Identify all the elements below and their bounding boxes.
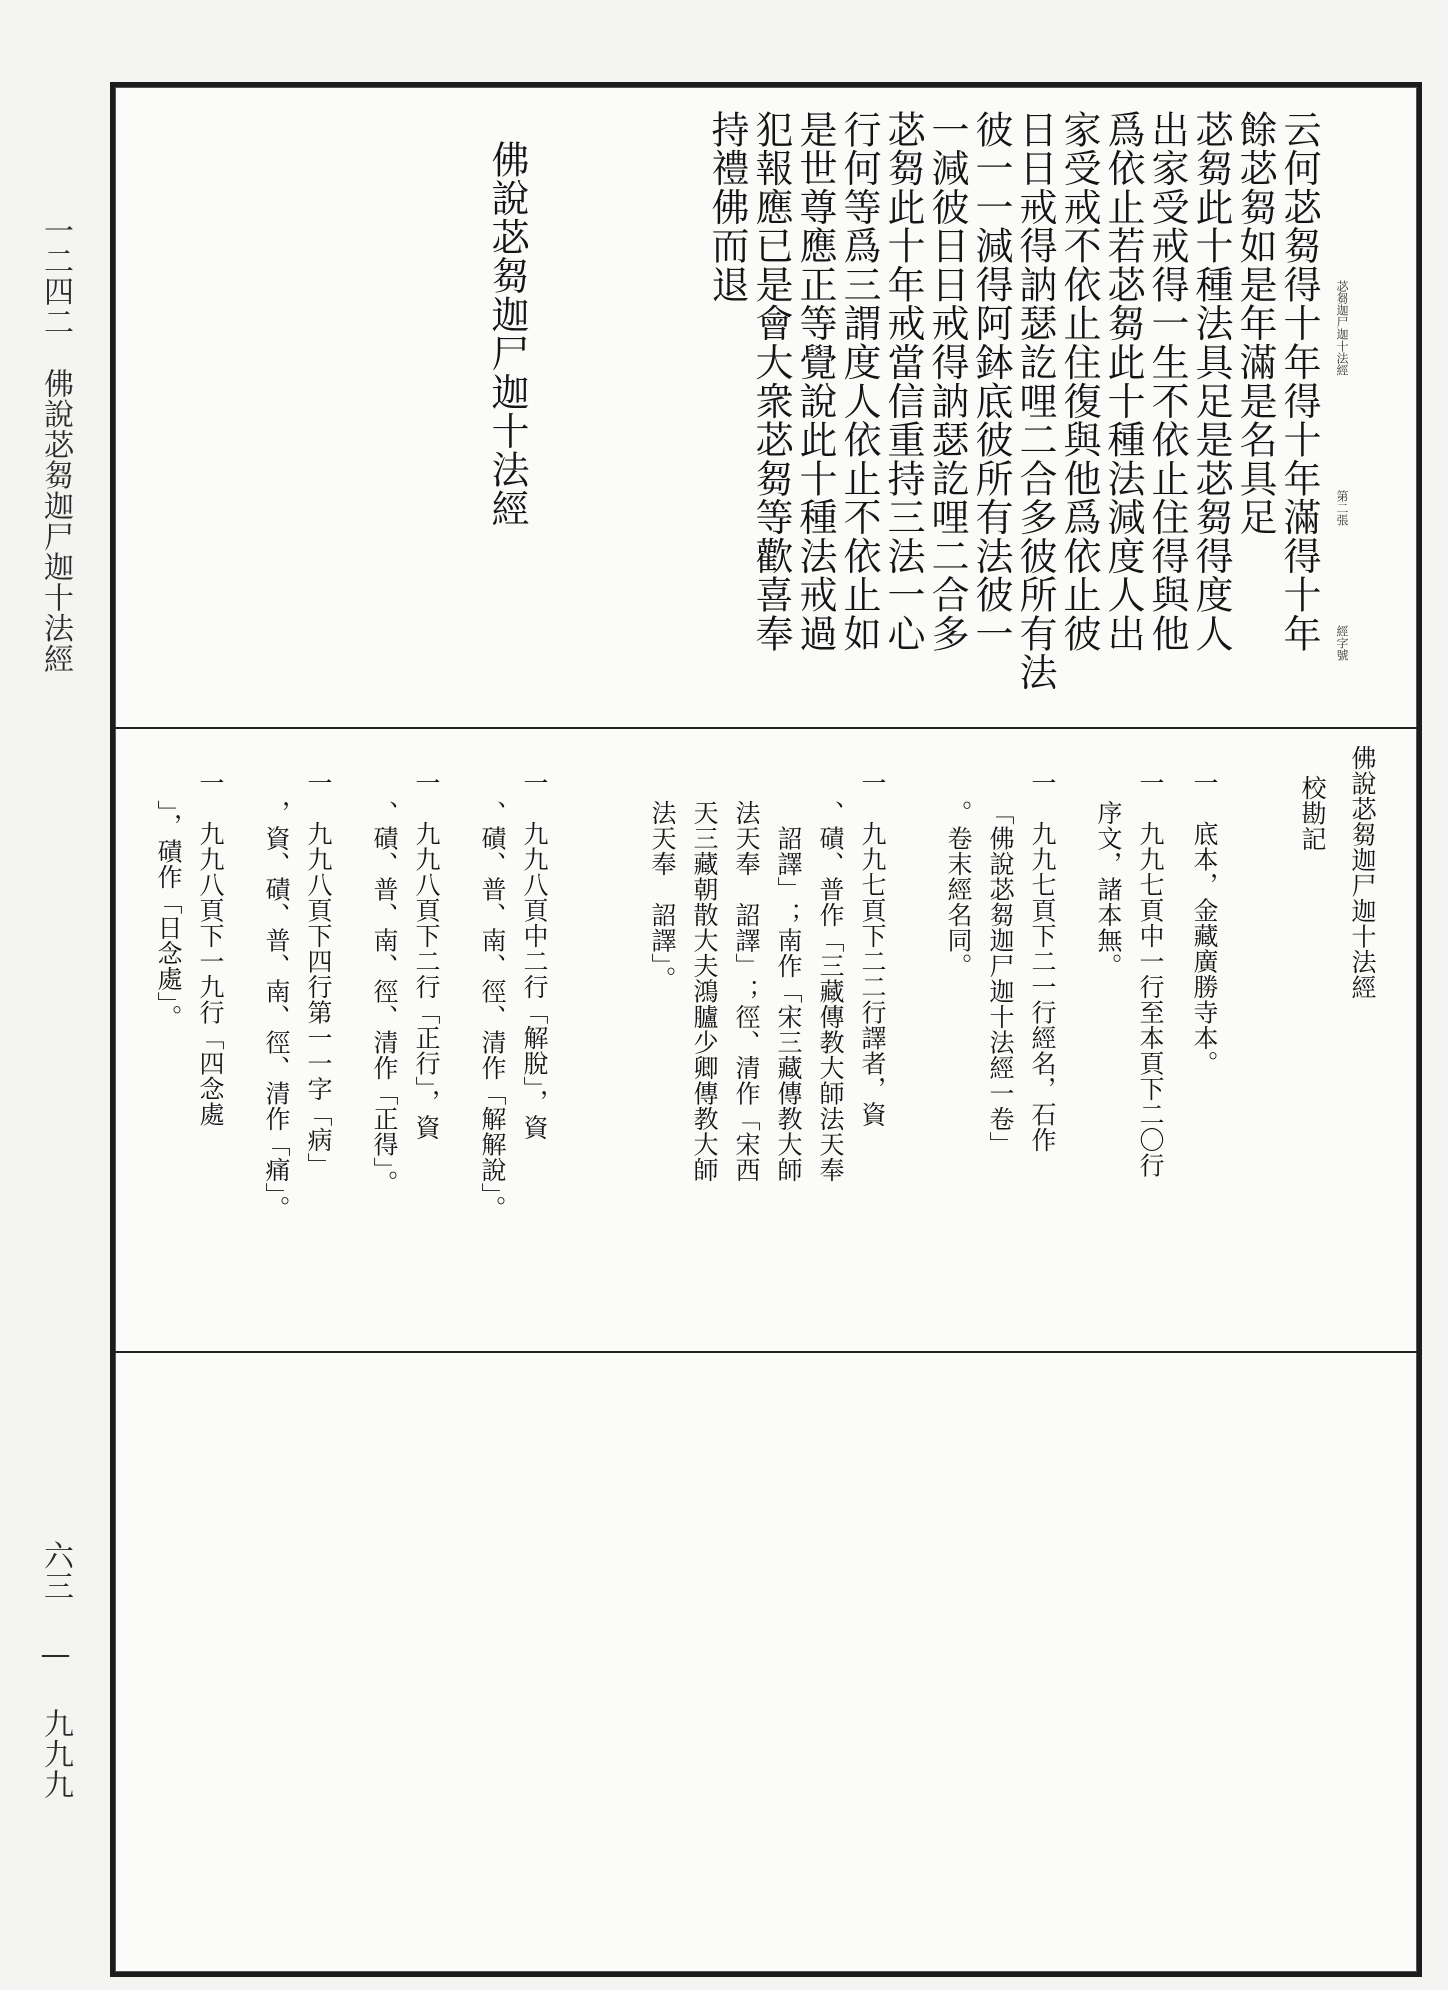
collation-entry-line: 「佛說苾芻迦尸迦十法經一卷」 [986, 800, 1015, 1157]
collation-entry-line: ，資、磧、普、南、徑、清作「痛」。 [262, 800, 291, 1221]
collation-entry-line: 一 九九八頁下四行第一一字「病」 [304, 770, 333, 1178]
main-text-line: 彼一一減得阿鉢底彼所有法彼一 [969, 110, 1013, 653]
main-text-line: 一減彼日日戒得訥瑟訖哩二合多 [925, 110, 969, 653]
main-text-line: 行何等爲三謂度人依止不依止如 [837, 110, 881, 653]
main-text-line: 持禮佛而退 [705, 110, 749, 304]
collation-title: 佛說苾芻迦尸迦十法經 [1348, 745, 1377, 1000]
collation-entry-line: 法天奉 詔譯」；徑、清作「宋西 [732, 800, 761, 1183]
side-note-sheet: 第二張 [1335, 490, 1349, 526]
collation-entry-line: 序文，諸本無。 [1094, 800, 1123, 979]
collation-entry-line: 一 九九七頁中一行至本頁下二〇行 [1136, 770, 1165, 1178]
collation-entry-line: 一 九九八頁中二行「解脫」，資 [520, 770, 549, 1140]
collation-entry-line: 一 九九七頁下二一行經名，石作 [1028, 770, 1057, 1153]
side-note-sutra-name: 苾芻迦尸迦十法經 [1335, 280, 1349, 376]
main-text-line: 云何苾芻得十年得十年滿得十年 [1277, 110, 1321, 653]
collation-entry-line: 詔譯」；南作「宋三藏傳教大師 [774, 800, 803, 1183]
collation-entry-line: 法天奉 詔譯」。 [648, 800, 677, 992]
divider-upper [115, 727, 1417, 729]
main-text-line: 餘苾芻如是年滿是名具足 [1233, 110, 1277, 537]
main-text-line: 爲依止若苾芻此十種法減度人出 [1101, 110, 1145, 653]
collation-entry: 一 底本，金藏廣勝寺本。 [1190, 770, 1219, 1076]
divider-lower [115, 1351, 1417, 1353]
main-text-line: 家受戒不依止住復與他爲依止彼 [1057, 110, 1101, 653]
collation-entry-line: 一 九九八頁下二行「正行」，資 [412, 770, 441, 1140]
main-text-line: 出家受戒得一生不依止住得與他 [1145, 110, 1189, 653]
collation-heading: 校勘記 [1298, 775, 1327, 852]
main-text-line: 日日戒得訥瑟訖哩二合多彼所有法 [1013, 110, 1057, 692]
collation-entry-line: 一 九九七頁下二二行譯者，資 [858, 770, 887, 1127]
sutra-end-title: 佛說苾芻迦尸迦十法經 [485, 140, 529, 528]
collation-entry-line: 、磧、普、南、徑、清作「正得」。 [370, 800, 399, 1196]
margin-page-number: 六三 — 九九九 [38, 1540, 73, 1800]
collation-entry-line: 」，磧作「日念處」。 [154, 800, 183, 1030]
collation-entry-line: 一 九九八頁下一九行「四念處 [196, 770, 225, 1127]
main-text-line: 苾芻此十年戒當信重持三法一心 [881, 110, 925, 653]
collation-entry-line: 、磧、普、南、徑、清作「解解說」。 [478, 800, 507, 1221]
main-text-line: 苾芻此十種法具足是苾芻得度人 [1189, 110, 1233, 653]
collation-entry-line: 、磧、普作「三藏傳教大師法天奉 [816, 800, 845, 1183]
collation-entry-line: 天三藏朝散大夫鴻臚少卿傳教大師 [690, 800, 719, 1183]
main-text-line: 是世尊應正等覺說此十種法戒過 [793, 110, 837, 653]
main-text-line: 犯報應已是會大衆苾芻等歡喜奉 [749, 110, 793, 653]
collation-entry-line: 。卷末經名同。 [944, 800, 973, 979]
side-note-character-number: 經字號 [1335, 625, 1349, 661]
margin-section-title: 一二四二 佛說苾芻迦尸迦十法經 [38, 215, 73, 674]
